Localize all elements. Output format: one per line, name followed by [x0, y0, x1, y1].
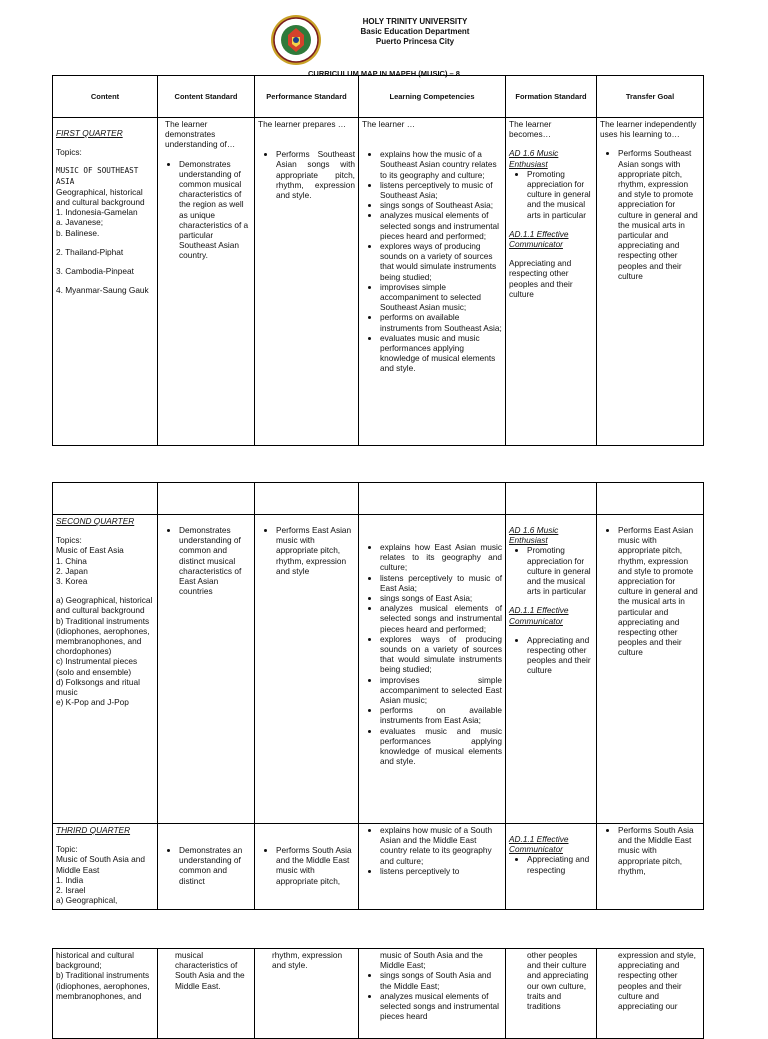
q3-content-cell [53, 824, 158, 910]
q3cont-performance-standard-cell [255, 949, 359, 1039]
q1-lc-item: • sings songs of Southeast Asia; [380, 200, 502, 210]
q3cont-tg-text: expression and style, appreciating and respecting other peoples and their culture and appreciating our [618, 950, 696, 1012]
q3cont-content-line: b) Traditional instruments (idiophones, aerophones, membranophones, and [56, 970, 150, 1001]
q3cont-content-line: historical and cultural background; [56, 950, 134, 971]
q2-subitem: e) K-Pop and J-Pop [56, 697, 129, 708]
q2-topics-label: Topics: [56, 535, 82, 546]
q2-lc-item: • sings songs of East Asia; [380, 593, 502, 603]
q3-lc-item: • listens perceptively to [380, 866, 502, 876]
col-header-performance-standard: Performance Standard [255, 76, 359, 118]
q3-tg-item: • Performs South Asia and the Middle East music with appropriate pitch, rhythm, [618, 825, 700, 876]
q2-subitem: a) Geographical, historical and cultural background [56, 595, 153, 616]
q2-tg-item: • Performs East Asian music with appropriate pitch, rhythm, expression and style to promote appreciation for culture in general and the musical arts in particular and appreciating and respecting other peoples and their culture [618, 525, 700, 658]
q3-item: a) Geographical, [56, 895, 118, 906]
q1-lc-item: • listens perceptively to music of Southeast Asia; [380, 180, 502, 200]
q2-fs-ad16-item: • Promoting appreciation for culture in general and the musical arts in particular [527, 545, 593, 596]
institution-block [330, 17, 500, 47]
department-name: Basic Education Department [360, 27, 470, 36]
q1-fs-ad16: AD 1.6 Music Enthusiast [509, 148, 559, 169]
q1-item: b. Balinese. [56, 227, 100, 238]
q3-item: 1. India [56, 874, 84, 885]
q2-topic-title: Music of East Asia [56, 545, 124, 556]
q2-item: 2. Japan [56, 565, 88, 576]
col-header-formation-standard: Formation Standard [506, 76, 597, 118]
q1-ps-item: • Performs Southeast Asian songs with appropriate pitch, rhythm, expression and style. [276, 149, 355, 200]
q3cont-learning-competencies-cell [359, 949, 506, 1039]
q1-transfer-goal-cell [597, 118, 704, 446]
q1-content-cell [53, 118, 158, 446]
blank-header-cell [506, 483, 597, 515]
q3cont-formation-standard-cell [506, 949, 597, 1039]
q1-learning-competencies-cell [359, 118, 506, 446]
q1-fs-intro: The learner becomes… [509, 119, 552, 140]
q1-item: 2. Thailand-Piphat [56, 246, 124, 257]
q1-lc-item: • performs on available instruments from Southeast Asia; [380, 312, 502, 332]
q2-item: 1. China [56, 555, 87, 566]
q2-lc-item: • listens perceptively to music of East Asia; [380, 573, 502, 593]
q2-content-cell [53, 515, 158, 824]
blank-header-cell [597, 483, 704, 515]
blank-header-cell [255, 483, 359, 515]
q3-content-standard-cell [158, 824, 255, 910]
q3-cs-item: • Demonstrates an understanding of common and distinct [179, 845, 251, 886]
document-header [0, 12, 768, 78]
q2-lc-item: • evaluates music and music performances applying knowledge of musical elements and style. [380, 726, 502, 767]
q2-subitem: c) Instrumental pieces (solo and ensemble) [56, 656, 138, 677]
q1-cs-intro: The learner demonstrates understanding of… [165, 119, 236, 150]
q2-subitem: b) Traditional instruments (idiophones, aerophones, membranophones, and chordophones) [56, 615, 150, 657]
q1-fs-ad11-text: Appreciating and respecting other peoples and their culture [509, 258, 573, 299]
q3cont-content-standard-cell [158, 949, 255, 1039]
q3-quarter-label: THRIRD QUARTER [56, 825, 131, 835]
curriculum-table-page2 [52, 482, 704, 910]
q1-item: a. Javanese; [56, 217, 104, 228]
q1-formation-standard-cell [506, 118, 597, 446]
q2-lc-item: • explores ways of producing sounds on a variety of sources that would simulate instruments being studied; [380, 634, 502, 675]
q1-cs-item: • Demonstrates understanding of common musical characteristics of the region as well as unique characteristics of a particular Southeast Asian country. [179, 159, 251, 261]
q3cont-cs-text: musical characteristics of South Asia and the Middle East. [175, 950, 245, 991]
q1-content-standard-cell [158, 118, 255, 446]
q2-lc-item: • explains how East Asian music relates to its geography and culture; [380, 542, 502, 573]
q1-fs-ad16-item: • Promoting appreciation for culture in general and the musical arts in particular [527, 169, 593, 220]
blank-header-cell [359, 483, 506, 515]
document-title: CURRICULUM MAP IN MAPEH (MUSIC) – 8 [308, 69, 460, 78]
q1-tg-item: • Performs Southeast Asian songs with appropriate pitch, rhythm, expression and style to promote appreciation for culture in general and the musical arts in particular and appreciating and respecting other peoples and their culture [618, 148, 700, 281]
q3-fs-ad11: AD.1.1 Effective Communicator [509, 834, 569, 855]
q2-fs-ad16: AD 1.6 Music Enthusiast [509, 525, 559, 546]
q3cont-lc-item: • analyzes musical elements of selected songs and instrumental pieces heard [380, 991, 502, 1022]
q3-fs-item: • Appreciating and respecting [527, 854, 593, 874]
q3-formation-standard-cell [506, 824, 597, 910]
q2-formation-standard-cell [506, 515, 597, 824]
university-seal-icon [270, 14, 322, 66]
city-name: Puerto Princesa City [375, 37, 455, 46]
col-header-content: Content [53, 76, 158, 118]
q2-quarter-label: SECOND QUARTER [56, 516, 135, 526]
q1-ps-intro: The learner prepares … [258, 119, 347, 129]
q1-lc-item: • explains how the music of a Southeast Asian country relates to its geography and culture; [380, 149, 502, 180]
q1-fs-ad11: AD.1.1 Effective Communicator [509, 228, 569, 250]
q3cont-fs-text: other peoples and their culture and appreciating our own culture, traits and traditions [527, 950, 589, 1012]
q1-lc-item: • analyzes musical elements of selected songs and instrumental pieces heard and performed; [380, 210, 502, 241]
q1-lc-item: • explores ways of producing sounds on a variety of sources that would simulate instruments being studied; [380, 241, 502, 282]
q3-performance-standard-cell [255, 824, 359, 910]
q3-ps-item: • Performs South Asia and the Middle East music with appropriate pitch, [276, 845, 355, 886]
q2-content-standard-cell [158, 515, 255, 824]
q2-ps-item: • Performs East Asian music with appropriate pitch, rhythm, expression and style [276, 525, 355, 576]
q2-lc-item: • performs on available instruments from East Asia; [380, 705, 502, 725]
q1-performance-standard-cell [255, 118, 359, 446]
q1-item: 4. Myanmar-Saung Gauk [56, 285, 149, 296]
q2-fs-ad11-item: • Appreciating and respecting other peoples and their culture [527, 635, 593, 676]
q3-learning-competencies-cell [359, 824, 506, 910]
q2-item: 3. Korea [56, 576, 88, 587]
q2-fs-ad11: AD.1.1 Effective Communicator [509, 605, 569, 626]
q3-item: 2. Israel [56, 885, 86, 896]
q1-lc-intro: The learner … [362, 119, 416, 129]
q1-topics-label: Topics: [56, 147, 82, 158]
q2-performance-standard-cell [255, 515, 359, 824]
q3cont-transfer-goal-cell [597, 949, 704, 1039]
col-header-content-standard: Content Standard [158, 76, 255, 118]
blank-header-cell [53, 483, 158, 515]
q1-topic-desc: Geographical, historical and cultural background [56, 186, 145, 208]
q3cont-ps-text: rhythm, expression and style. [272, 950, 343, 971]
q2-lc-item: • improvises simple accompaniment to selected East Asian music; [380, 675, 502, 706]
q3cont-content-cell [53, 949, 158, 1039]
curriculum-table-page3 [52, 948, 704, 1039]
q3-topic-label: Topic: [56, 844, 78, 855]
q3-lc-item: • explains how music of a South Asian and the Middle East country relate to its geography and culture; [380, 825, 502, 866]
q2-lc-item: • analyzes musical elements of selected songs and instrumental pieces heard and performed; [380, 603, 502, 634]
q3cont-lc-item: • sings songs of South Asia and the Middle East; [380, 970, 502, 990]
q1-item: 1. Indonesia-Gamelan [56, 207, 138, 218]
q1-lc-item: • improvises simple accompaniment to selected Southeast Asian music; [380, 282, 502, 313]
q3-topic-title: Music of South Asia and Middle East [56, 854, 146, 875]
q1-lc-item: • evaluates music and music performances applying knowledge of musical elements and style. [380, 333, 502, 374]
q1-topic-title: MUSIC OF SOUTHEAST ASIA [56, 166, 139, 186]
col-header-learning-competencies: Learning Competencies [359, 76, 506, 118]
q3-transfer-goal-cell [597, 824, 704, 910]
q2-transfer-goal-cell [597, 515, 704, 824]
q2-learning-competencies-cell [359, 515, 506, 824]
q2-cs-item: • Demonstrates understanding of common and distinct musical characteristics of East Asian countries [179, 525, 251, 596]
q1-tg-intro: The learner independently uses his learning to… [600, 119, 697, 140]
university-name: HOLY TRINITY UNIVERSITY [362, 17, 468, 26]
curriculum-table-page1 [52, 75, 704, 446]
col-header-transfer-goal: Transfer Goal [597, 76, 704, 118]
q2-subitem: d) Folksongs and ritual music [56, 676, 140, 698]
q3cont-lc-first: music of South Asia and the Middle East; [380, 950, 483, 971]
blank-header-cell [158, 483, 255, 515]
q1-quarter-label: FIRST QUARTER [56, 128, 123, 138]
q1-item: 3. Cambodia-Pinpeat [56, 266, 134, 277]
